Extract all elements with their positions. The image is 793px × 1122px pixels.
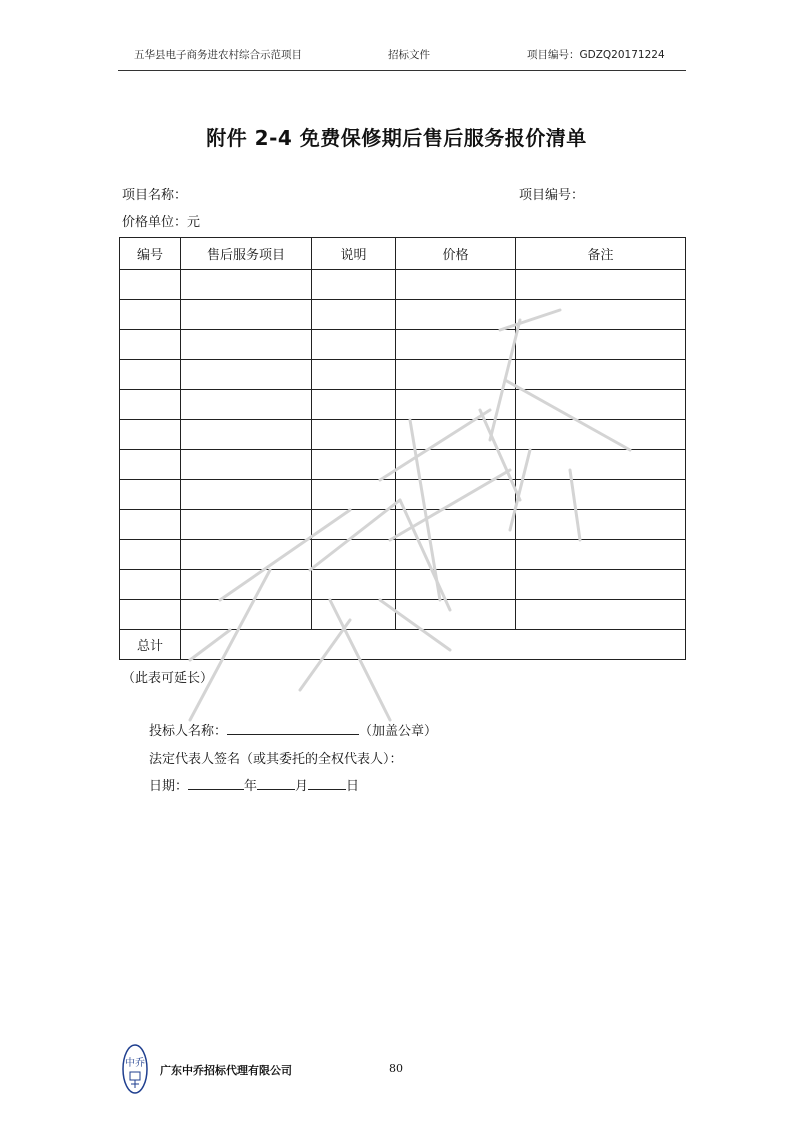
table-row (120, 330, 686, 360)
table-cell[interactable] (181, 480, 312, 510)
month-field[interactable] (257, 775, 295, 790)
day-label: 日 (346, 779, 360, 794)
table-body (120, 270, 686, 660)
page-title: 附件 2-4 免费保修期后售后服务报价清单 (206, 126, 587, 150)
header-cell-price: 价格 (396, 238, 516, 270)
table-cell[interactable] (181, 420, 312, 450)
table-cell[interactable] (120, 570, 181, 600)
quotation-table (119, 237, 686, 660)
table-row (120, 420, 686, 450)
table-cell[interactable] (120, 330, 181, 360)
table-cell[interactable] (120, 390, 181, 420)
bidder-suffix: （加盖公章） (359, 724, 438, 739)
table-cell[interactable] (516, 330, 686, 360)
total-label: 总计 (120, 630, 181, 660)
table-cell[interactable] (312, 540, 396, 570)
table-cell[interactable] (312, 480, 396, 510)
table-cell[interactable] (312, 330, 396, 360)
table-cell[interactable] (120, 360, 181, 390)
table-cell[interactable] (181, 330, 312, 360)
date-line (149, 775, 359, 794)
year-field[interactable] (188, 775, 244, 790)
table-cell[interactable] (181, 450, 312, 480)
header-cell-remarks: 备注 (516, 238, 686, 270)
table-cell[interactable] (312, 420, 396, 450)
table-cell[interactable] (181, 540, 312, 570)
watermark-text: 广东中乔 (160, 300, 164, 301)
table-cell[interactable] (396, 510, 516, 540)
header-cell-service-item: 售后服务项目 (181, 238, 312, 270)
header-project: 五华县电子商务进农村综合示范项目 (134, 49, 302, 61)
table-cell[interactable] (312, 390, 396, 420)
table-row (120, 570, 686, 600)
table-header-row (120, 238, 686, 270)
table-cell[interactable] (312, 570, 396, 600)
table-cell[interactable] (516, 480, 686, 510)
table-cell[interactable] (181, 390, 312, 420)
table-cell[interactable] (120, 420, 181, 450)
table-cell[interactable] (396, 300, 516, 330)
table-cell[interactable] (312, 270, 396, 300)
header-project-no: 项目编号：GDZQ20171224 (527, 49, 665, 61)
table-cell[interactable] (516, 360, 686, 390)
header-cell-description: 说明 (312, 238, 396, 270)
table-cell[interactable] (181, 270, 312, 300)
table-row (120, 510, 686, 540)
table-cell[interactable] (120, 480, 181, 510)
table-cell[interactable] (396, 600, 516, 630)
table-cell[interactable] (181, 570, 312, 600)
project-name-label: 项目名称： (122, 188, 188, 203)
table-row (120, 270, 686, 300)
table-note: （此表可延长） (122, 671, 214, 686)
table-cell[interactable] (120, 540, 181, 570)
table-total-row (120, 630, 686, 660)
page-number: 80 (389, 1062, 403, 1075)
table-cell[interactable] (516, 270, 686, 300)
table-cell[interactable] (181, 600, 312, 630)
table-cell[interactable] (181, 360, 312, 390)
table-row (120, 600, 686, 630)
table-row (120, 540, 686, 570)
table-row (120, 390, 686, 420)
table-cell[interactable] (396, 420, 516, 450)
header-cell-no: 编号 (120, 238, 181, 270)
table-cell[interactable] (312, 450, 396, 480)
bidder-line (149, 720, 437, 739)
date-label: 日期： (149, 779, 189, 794)
table-cell[interactable] (120, 600, 181, 630)
price-unit: 价格单位：元 (122, 215, 201, 230)
table-cell[interactable] (181, 510, 312, 540)
table-cell[interactable] (396, 360, 516, 390)
project-code-label: 项目编号： (519, 188, 585, 203)
table-cell[interactable] (312, 360, 396, 390)
table-cell[interactable] (396, 450, 516, 480)
table-cell[interactable] (516, 510, 686, 540)
table-cell[interactable] (312, 300, 396, 330)
table-cell[interactable] (516, 420, 686, 450)
table-cell[interactable] (516, 450, 686, 480)
table-cell[interactable] (396, 480, 516, 510)
total-value-cell[interactable] (181, 630, 686, 660)
table-cell[interactable] (312, 600, 396, 630)
table-cell[interactable] (120, 510, 181, 540)
table-cell[interactable] (516, 300, 686, 330)
table-cell[interactable] (396, 540, 516, 570)
table-cell[interactable] (396, 270, 516, 300)
day-field[interactable] (308, 775, 346, 790)
table-cell[interactable] (396, 570, 516, 600)
table-row (120, 360, 686, 390)
year-label: 年 (244, 779, 258, 794)
table-row (120, 450, 686, 480)
footer-company: 广东中乔招标代理有限公司 (160, 1064, 292, 1077)
header-doc-type: 招标文件 (388, 49, 430, 61)
table-cell[interactable] (396, 330, 516, 360)
table-cell[interactable] (516, 390, 686, 420)
table-cell[interactable] (120, 450, 181, 480)
table-cell[interactable] (516, 570, 686, 600)
bidder-name-field[interactable] (227, 720, 359, 735)
table-cell[interactable] (396, 390, 516, 420)
month-label: 月 (295, 779, 309, 794)
table-cell[interactable] (120, 270, 181, 300)
table-cell[interactable] (181, 300, 312, 330)
representative-line: 法定代表人签名（或其委托的全权代表人）： (149, 752, 403, 767)
header-rule (118, 70, 686, 71)
table-cell[interactable] (516, 540, 686, 570)
bidder-label: 投标人名称： (149, 724, 228, 739)
table-cell[interactable] (516, 600, 686, 630)
table-cell[interactable] (312, 510, 396, 540)
table-row (120, 300, 686, 330)
table-cell[interactable] (120, 300, 181, 330)
company-logo (122, 1044, 148, 1094)
table-row (120, 480, 686, 510)
logo-text: 中乔 (125, 1058, 145, 1069)
